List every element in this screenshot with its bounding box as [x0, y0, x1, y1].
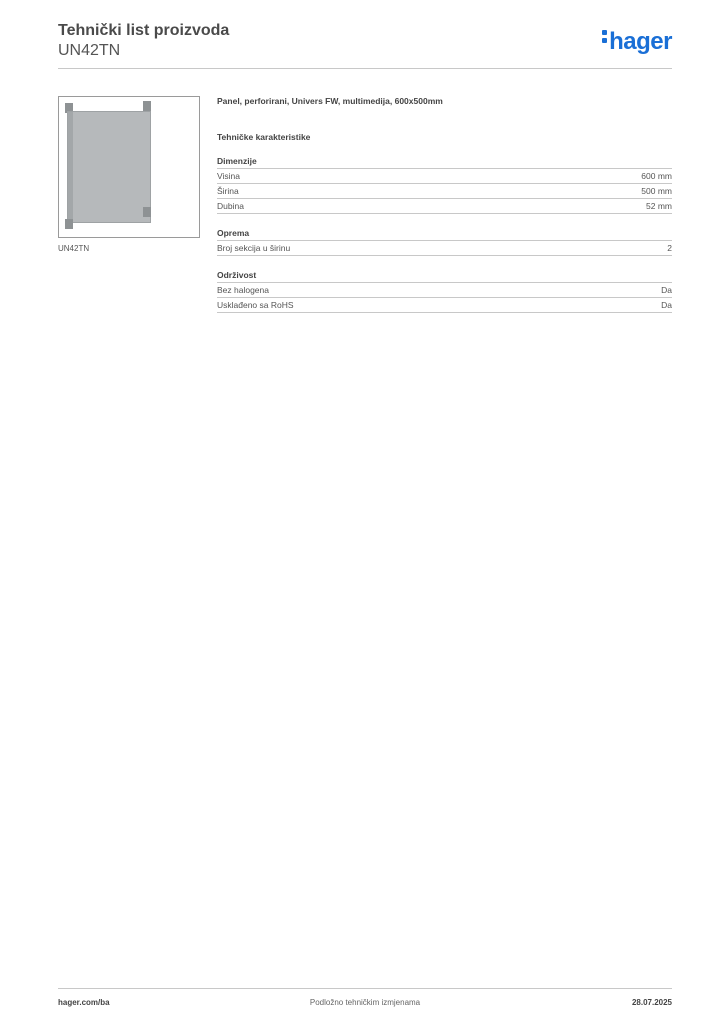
footer-notice: Podložno tehničkim izmjenama [309, 998, 421, 1007]
hager-logo [602, 28, 672, 56]
spec-value: Da [661, 300, 672, 310]
spec-groups [217, 156, 672, 313]
spec-row [217, 241, 672, 256]
page-header [58, 20, 672, 70]
spec-content [217, 96, 672, 313]
spec-label: Usklađeno sa RoHS [217, 300, 294, 310]
spec-label: Bez halogena [217, 285, 269, 295]
spec-label: Visina [217, 171, 240, 181]
top-right-bracket-icon [143, 101, 151, 111]
product-image [58, 96, 200, 238]
spec-group-title: Oprema [217, 228, 672, 241]
logo-text: hager [609, 28, 672, 55]
logo-dots-icon [602, 27, 607, 46]
spec-row [217, 199, 672, 214]
perforated-panel-icon [67, 111, 151, 223]
footer-date: 28.07.2025 [631, 998, 672, 1007]
footer-divider [58, 988, 672, 989]
spec-row [217, 169, 672, 184]
document-title: Tehnički list proizvoda [58, 22, 230, 39]
header-divider [58, 68, 672, 69]
spec-row [217, 283, 672, 298]
footer-website[interactable]: hager.com/ba [58, 998, 110, 1007]
spec-value: Da [661, 285, 672, 295]
spec-row [217, 184, 672, 199]
spec-label: Broj sekcija u širinu [217, 243, 291, 253]
spec-value: 52 mm [646, 201, 672, 211]
bottom-left-bracket-icon [65, 219, 73, 229]
spec-row [217, 298, 672, 313]
product-code: UN42TN [58, 42, 121, 59]
spec-value: 500 mm [641, 186, 672, 196]
product-description: Panel, perforirani, Univers FW, multimedija, 600x500mm [217, 96, 443, 106]
bottom-right-bracket-icon [143, 207, 151, 217]
spec-label: Dubina [217, 201, 244, 211]
image-caption: UN42TN [58, 244, 90, 253]
spec-label: Širina [217, 186, 239, 196]
spec-value: 600 mm [641, 171, 672, 181]
spec-value: 2 [667, 243, 672, 253]
spec-group-title: Dimenzije [217, 156, 672, 169]
characteristics-heading: Tehničke karakteristike [217, 132, 311, 142]
spec-group-title: Održivost [217, 270, 672, 283]
